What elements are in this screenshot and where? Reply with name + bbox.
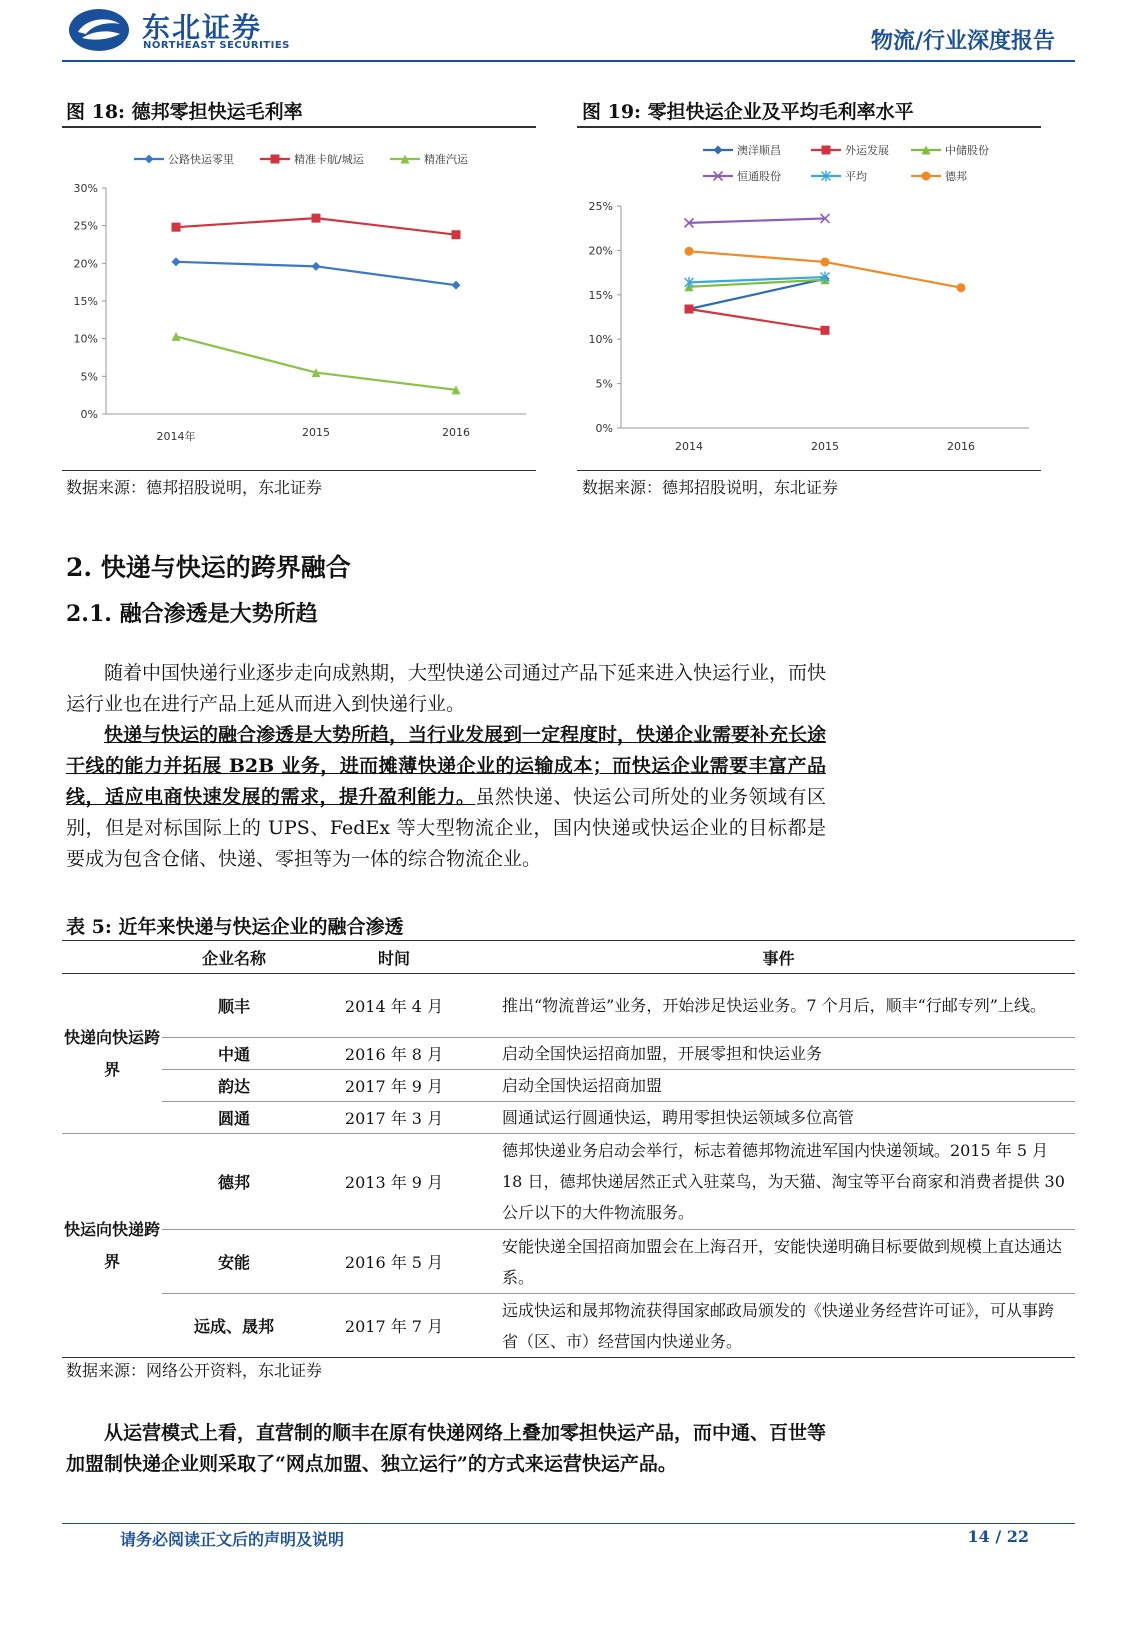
company-cell: 远成、晟邦	[162, 1294, 306, 1358]
legend-label: 德邦	[945, 170, 967, 183]
x-tick-label: 2016	[442, 426, 470, 439]
time-cell: 2017 年 3 月	[306, 1102, 482, 1134]
company-cell: 安能	[162, 1230, 306, 1294]
group-label: 快运向快递跨界	[62, 1134, 162, 1358]
time-cell: 2013 年 9 月	[306, 1134, 482, 1230]
group-label: 快递向快运跨界	[62, 974, 162, 1134]
logo-mark-icon	[68, 8, 130, 52]
company-cell: 中通	[162, 1038, 306, 1070]
footer-rule	[62, 1523, 1075, 1524]
event-cell: 圆通试运行圆通快运，聘用零担快运领域多位高管	[482, 1102, 1075, 1134]
legend-label: 外运发展	[845, 144, 889, 157]
time-cell: 2017 年 7 月	[306, 1294, 482, 1358]
legend-label: 平均	[845, 170, 867, 183]
legend-marker	[822, 146, 831, 155]
header-cell-group	[62, 941, 162, 974]
figure18-top-rule	[62, 126, 536, 128]
table-row	[62, 1230, 1075, 1294]
y-tick-label: 15%	[73, 295, 98, 308]
figure19-chart	[577, 130, 1041, 468]
header-rule	[62, 60, 1075, 62]
page-number: 14 / 22	[967, 1527, 1029, 1546]
closing-paragraph-block	[66, 1418, 826, 1480]
legend-marker	[922, 172, 931, 181]
data-point	[452, 281, 461, 290]
closing-paragraph: 从运营模式上看，直营制的顺丰在原有快递网络上叠加零担快运产品，而中通、百世等加盟制快递企业则采取了“网点加盟、独立运行”的方式来运营快运产品。	[66, 1422, 827, 1475]
figure18-bottom-rule	[62, 470, 536, 471]
event-cell: 安能快递全国招商加盟会在上海召开，安能快递明确目标要做到规模上直达通达系。	[482, 1230, 1075, 1294]
figure18-chart	[62, 130, 536, 468]
company-cell: 韵达	[162, 1070, 306, 1102]
table-row	[62, 974, 1075, 1038]
y-tick-label: 0%	[595, 422, 613, 435]
figure19-source: 数据来源：德邦招股说明，东北证券	[582, 478, 839, 497]
table5-source: 数据来源：网络公开资料，东北证券	[66, 1361, 323, 1380]
table-row	[62, 1038, 1075, 1070]
y-tick-label: 30%	[73, 182, 98, 195]
header-cell-event: 事件	[482, 941, 1075, 974]
company-cell: 圆通	[162, 1102, 306, 1134]
brand-name-en: NORTHEAST SECURITIES	[143, 40, 290, 51]
data-point	[685, 247, 694, 256]
series-line	[176, 336, 456, 389]
company-logo	[68, 8, 130, 52]
event-cell: 远成快运和晟邦物流获得国家邮政局颁发的《快递业务经营许可证》，可从事跨省（区、市）经营国内快递业务。	[482, 1294, 1075, 1358]
figure18-source: 数据来源：德邦招股说明，东北证券	[66, 478, 323, 497]
time-cell: 2017 年 9 月	[306, 1070, 482, 1102]
y-tick-label: 15%	[588, 288, 613, 302]
table-row	[62, 1134, 1075, 1230]
table5-title: 表 5: 近年来快递与快运企业的融合渗透	[66, 916, 404, 938]
company-cell: 德邦	[162, 1134, 306, 1230]
legend-label: 公路快运零里	[168, 153, 234, 166]
section-heading: 2. 快递与快运的跨界融合	[66, 553, 351, 582]
brand-name-cn: 东北证券	[142, 11, 263, 44]
legend-label: 恒通股份	[737, 170, 781, 183]
event-cell: 推出“物流普运”业务，开始涉足快运业务。7 个月后，顺丰“行邮专列”上线。	[482, 974, 1075, 1038]
legend-marker	[145, 155, 154, 164]
legend-label: 中储股份	[945, 144, 989, 157]
figure18-svg	[62, 130, 536, 468]
report-type: 物流/行业深度报告	[870, 28, 1055, 54]
y-tick-label: 0%	[80, 408, 98, 421]
header-cell-time: 时间	[306, 941, 482, 974]
legend-marker	[714, 146, 723, 155]
table-row	[62, 1102, 1075, 1134]
legend-label: 精准卡航/城运	[294, 153, 364, 166]
x-tick-label: 2015	[302, 426, 330, 439]
y-tick-label: 5%	[595, 377, 613, 391]
paragraph-2	[66, 720, 826, 875]
time-cell: 2016 年 8 月	[306, 1038, 482, 1070]
table-header-row	[62, 941, 1075, 974]
data-point	[821, 257, 830, 266]
table-row	[62, 1070, 1075, 1102]
y-tick-label: 25%	[588, 200, 613, 213]
table-row	[62, 1294, 1075, 1358]
figure18-title: 图 18: 德邦零担快运毛利率	[66, 101, 303, 123]
x-tick-label: 2014年	[156, 430, 196, 443]
time-cell: 2014 年 4 月	[306, 974, 482, 1038]
data-point	[172, 223, 181, 232]
y-tick-label: 20%	[588, 244, 613, 258]
legend-label: 澳洋顺昌	[737, 144, 781, 157]
x-tick-label: 2016	[947, 440, 975, 453]
figure19-bottom-rule	[577, 470, 1041, 471]
data-point	[312, 214, 321, 223]
y-tick-label: 10%	[588, 333, 613, 347]
paragraph-1: 随着中国快递行业逐步走向成熟期，大型快递公司通过产品下延来进入快运行业，而快运行业也在进行产品上延从而进入到快递行业。	[66, 662, 827, 715]
table5	[62, 940, 1075, 1358]
data-point	[452, 230, 461, 239]
company-cell: 顺丰	[162, 974, 306, 1038]
figure19-top-rule	[577, 126, 1041, 128]
data-point	[821, 326, 830, 335]
x-tick-label: 2015	[811, 440, 839, 453]
legend-label: 精准汽运	[424, 153, 468, 166]
figure19-title: 图 19: 零担快运企业及平均毛利率水平	[582, 101, 914, 123]
paragraph-2-rest: 虽然快递、快运公司所处的业务领域有区别，但是对标国际上的 UPS、FedEx 等大型物流企业，国内快递或快运企业的目标都是要成为包含仓储、快递、零担等为一体的综合物流企业。	[66, 786, 826, 870]
figure19-svg	[577, 130, 1041, 468]
footer-disclaimer-note: 请务必阅读正文后的声明及说明	[120, 1530, 345, 1549]
series-line	[689, 309, 825, 330]
paragraph-2-emphasis: 快递与快运的融合渗透是大势所趋，当行业发展到一定程度时，快递企业需要补充长途干线的能力并拓展 B2B 业务，进而摊薄快递企业的运输成本；而快运企业需要丰富产品线，适应电商快速发展的需求，提升盈利能力。	[66, 724, 827, 808]
body-paragraphs	[66, 658, 826, 875]
event-cell: 启动全国快运招商加盟，开展零担和快运业务	[482, 1038, 1075, 1070]
data-point	[685, 305, 694, 314]
y-tick-label: 10%	[73, 332, 98, 346]
y-tick-label: 5%	[80, 370, 98, 384]
time-cell: 2016 年 5 月	[306, 1230, 482, 1294]
series-line	[689, 218, 825, 222]
data-point	[957, 283, 966, 292]
y-tick-label: 20%	[73, 257, 98, 271]
subsection-heading: 2.1. 融合渗透是大势所趋	[66, 601, 318, 627]
legend-marker	[271, 155, 280, 164]
data-point	[312, 262, 321, 271]
data-point	[172, 257, 181, 266]
x-tick-label: 2014	[675, 440, 703, 453]
header-cell-company: 企业名称	[162, 941, 306, 974]
event-cell: 德邦快递业务启动会举行，标志着德邦物流进军国内快递领域。2015 年 5 月 18 日，德邦快递居然正式入驻菜鸟，为天猫、淘宝等平台商家和消费者提供 30 公斤以下的大件物流服务。	[482, 1134, 1075, 1230]
event-cell: 启动全国快运招商加盟	[482, 1070, 1075, 1102]
y-tick-label: 25%	[73, 219, 98, 233]
